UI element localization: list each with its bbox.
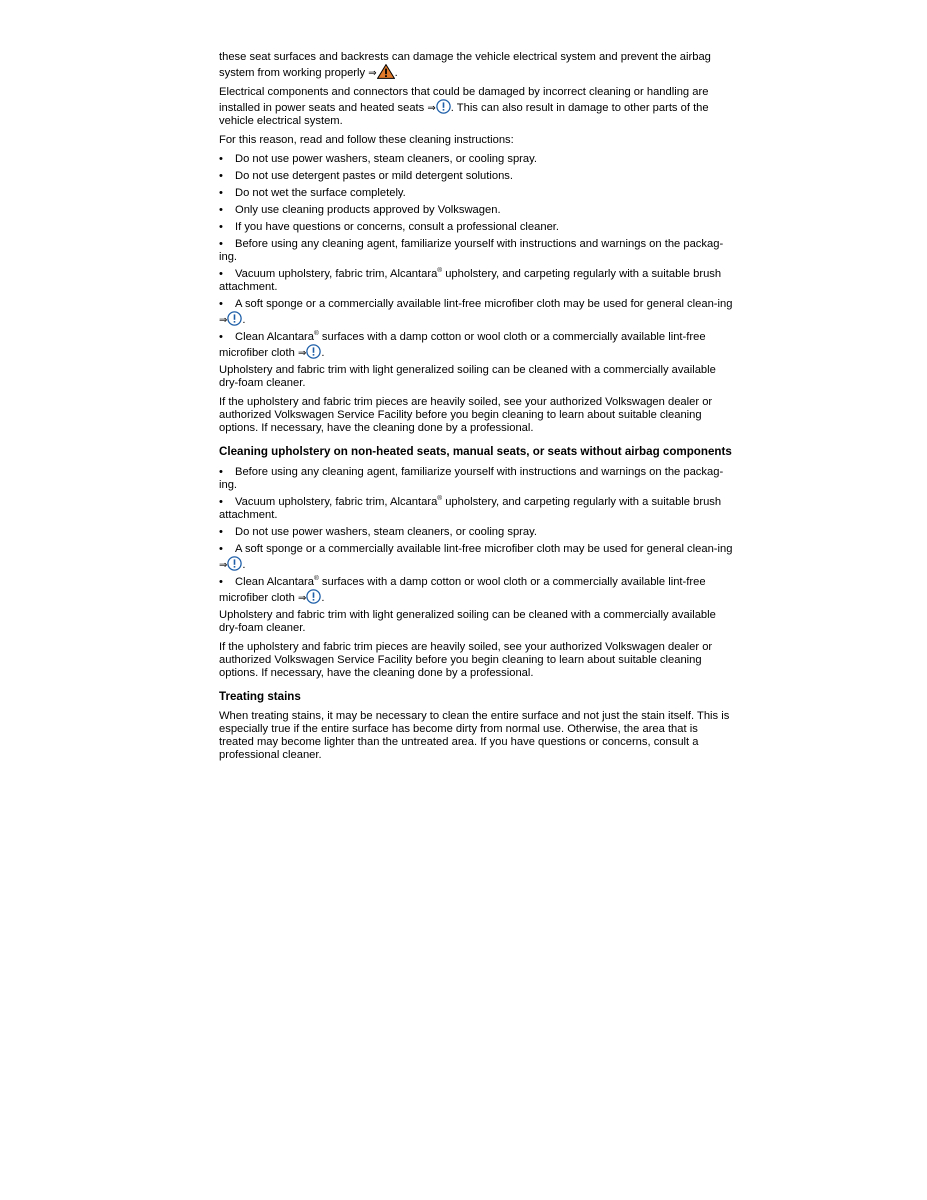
- notice-circle-icon: [227, 311, 242, 326]
- list-item: [219, 466, 735, 492]
- list-item-text-end: .: [242, 314, 246, 326]
- list-item-text: Clean Alcantara: [235, 575, 314, 588]
- list-item-text-end: .: [242, 558, 246, 571]
- bullet: •: [219, 331, 223, 343]
- list-item: [219, 543, 735, 572]
- bullet: •: [219, 170, 223, 182]
- list-item-text-end: .: [321, 591, 325, 604]
- document-body: [219, 51, 735, 768]
- reference-arrow: ⇒: [427, 103, 436, 114]
- paragraph-light-soiling: Upholstery and fabric trim with light generalized soiling can be cleaned with a commercially available dry-foam cleaner.: [219, 364, 716, 389]
- section-heading-non-heated-seats: Cleaning upholstery on non-heated seats, manual seats, or seats without airbag components: [219, 445, 732, 458]
- paragraph-heavy-soiling: If the upholstery and fabric trim pieces are heavily soiled, see your authorized Volkswagen dealer or authorized Volkswagen Service Facility before you begin cleaning to learn about suitable cleaning options. If necessary, have the cleaning done by a professional.: [219, 640, 713, 679]
- paragraph-heavy-soiling: If the upholstery and fabric trim pieces are heavily soiled, see your authorized Volkswagen dealer or authorized Volkswagen Service Facility before you begin cleaning to learn about suitable cleaning options. If necessary, have the cleaning done by a professional.: [219, 396, 713, 434]
- list-item: [219, 170, 735, 183]
- warning-triangle-icon: [377, 64, 395, 79]
- reference-arrow: ⇒: [219, 559, 228, 571]
- list-item: [219, 153, 735, 166]
- notice-circle-icon: [306, 589, 321, 604]
- non-heated-cleaning-list: [219, 466, 735, 605]
- registered-mark: ®: [437, 494, 443, 502]
- paragraph-read-instructions: For this reason, read and follow these cleaning instructions:: [219, 134, 514, 146]
- list-item-text: Before using any cleaning agent, familiarize yourself with instructions and warnings on the packag-ing.: [219, 238, 724, 263]
- notice-circle-icon: [436, 99, 451, 114]
- list-item: [219, 238, 735, 264]
- registered-mark: ®: [313, 574, 319, 582]
- list-item-text-mid: surfaces with a damp cotton or wool cloth or a commercially available lint-free microfiber cloth: [219, 331, 706, 359]
- bullet: •: [219, 465, 223, 478]
- bullet: •: [219, 268, 223, 280]
- list-item-text-end: .: [321, 347, 325, 359]
- bullet: •: [219, 153, 223, 165]
- list-item: [219, 221, 735, 234]
- paragraph-intro-airbag: [219, 51, 735, 80]
- electrical-components-text: Electrical components and connectors that could be damaged by incorrect cleaning or handling are installed in power seats and heated seats: [219, 86, 709, 114]
- electrical-components-end: . This can also result in damage to other parts of the vehicle electrical system.: [219, 102, 709, 127]
- list-item: [219, 204, 735, 217]
- bullet: •: [219, 238, 223, 250]
- list-item-text: If you have questions or concerns, consult a professional cleaner.: [235, 221, 560, 233]
- bullet: •: [219, 495, 223, 508]
- reference-arrow: ⇒: [219, 315, 228, 326]
- paragraph-treating-stains: When treating stains, it may be necessary to clean the entire surface and not just the stain itself. This is especially true if the entire surface has become dirty from normal use. Otherwise, the area that is treated may become lighter than the untreated area. If you have questions or concerns, consult a professional cleaner.: [219, 710, 730, 761]
- list-item-text: Do not use power washers, steam cleaners, or cooling spray.: [235, 153, 537, 165]
- cleaning-instructions-list: [219, 153, 735, 360]
- list-item: [219, 331, 735, 360]
- list-item-text: Do not wet the surface completely.: [235, 187, 406, 199]
- list-item-text: Do not use power washers, steam cleaners, or cooling spray.: [235, 525, 537, 538]
- list-item-text: Do not use detergent pastes or mild detergent solutions.: [235, 170, 513, 182]
- list-item-text-end: upholstery, and carpeting regularly with a suitable brush attachment.: [219, 495, 722, 521]
- list-item: [219, 268, 735, 294]
- section-heading-treating-stains: Treating stains: [219, 689, 301, 703]
- list-item-text: Vacuum upholstery, fabric trim, Alcantara: [235, 268, 438, 280]
- list-item-text: A soft sponge or a commercially available lint-free microfiber cloth may be used for general clean-ing: [235, 298, 733, 310]
- list-item-text: Before using any cleaning agent, familiarize yourself with instructions and warnings on the packag-ing.: [219, 465, 724, 491]
- list-item: [219, 576, 735, 605]
- registered-mark: ®: [437, 267, 443, 274]
- list-item: [219, 298, 735, 327]
- list-item: [219, 496, 735, 522]
- list-item: [219, 187, 735, 200]
- reference-arrow: ⇒: [297, 592, 307, 604]
- list-item-text: Only use cleaning products approved by Volkswagen.: [235, 204, 501, 216]
- bullet: •: [219, 204, 223, 216]
- bullet: •: [219, 575, 223, 588]
- list-item: [219, 526, 735, 539]
- list-item-text-end: upholstery, and carpeting regularly with a suitable brush attachment.: [219, 268, 722, 293]
- reference-arrow: ⇒: [368, 68, 377, 79]
- list-item-text: A soft sponge or a commercially available lint-free microfiber cloth may be used for general clean-ing: [235, 542, 733, 555]
- bullet: •: [219, 542, 223, 555]
- list-item-text-mid: surfaces with a damp cotton or wool cloth or a commercially available lint-free microfiber cloth: [219, 575, 706, 604]
- notice-circle-icon: [227, 556, 242, 571]
- bullet: •: [219, 187, 223, 199]
- list-item-text: Vacuum upholstery, fabric trim, Alcantara: [235, 495, 438, 508]
- bullet: •: [219, 525, 223, 538]
- registered-mark: ®: [313, 330, 319, 337]
- reference-arrow: ⇒: [297, 348, 307, 359]
- paragraph-electrical-components: [219, 86, 735, 128]
- bullet: •: [219, 298, 223, 310]
- intro-airbag-end: .: [394, 67, 398, 79]
- intro-airbag-text: these seat surfaces and backrests can damage the vehicle electrical system and prevent the airbag system from working properly: [219, 51, 711, 79]
- paragraph-light-soiling: Upholstery and fabric trim with light generalized soiling can be cleaned with a commercially available dry-foam cleaner.: [219, 608, 716, 634]
- bullet: •: [219, 221, 223, 233]
- list-item-text: Clean Alcantara: [235, 331, 314, 343]
- notice-circle-icon: [306, 344, 321, 359]
